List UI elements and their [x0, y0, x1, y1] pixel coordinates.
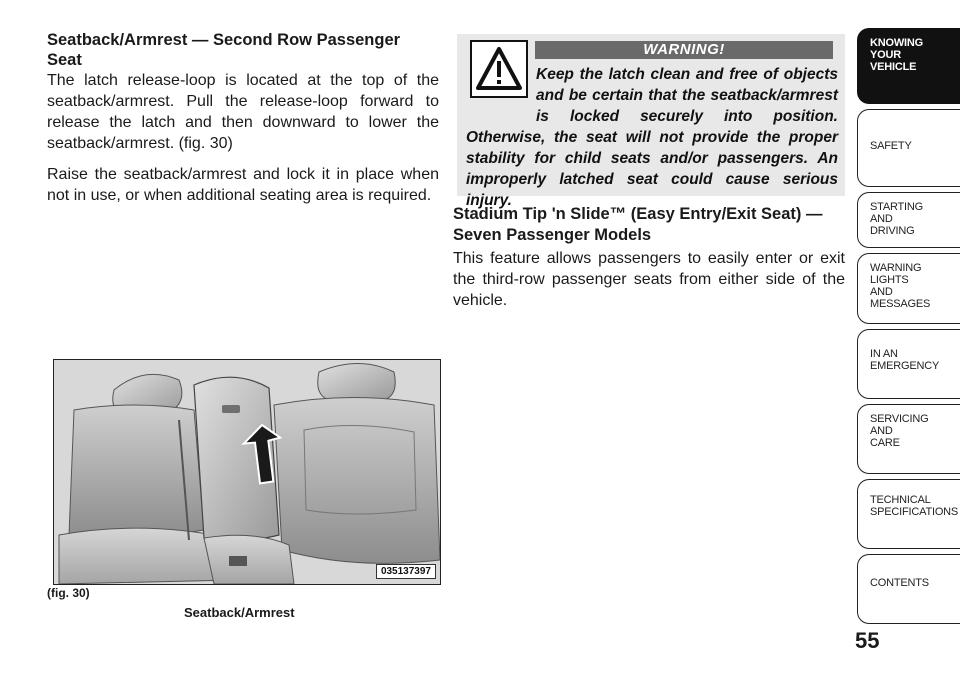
tab-label: KNOWING YOUR VEHICLE — [870, 37, 923, 73]
page-number: 55 — [855, 628, 880, 653]
warning-text-block — [466, 64, 838, 211]
warning-text: Keep the latch clean and free of objects and be certain that the seatback/armrest is locked securely into position. Otherwise, the seat will not provide the proper stability for child seats and/or passengers. An improperly latched seat could cause serious injury. — [466, 66, 838, 209]
figure-caption: Seatback/Armrest — [184, 605, 295, 620]
section-title-stadium: Stadium Tip 'n Slide™ (Easy Entry/Exit Seat) — Seven Passenger Models — [453, 205, 823, 244]
right-column — [453, 204, 845, 321]
tab-contents[interactable] — [857, 554, 960, 624]
tab-technical-specifications[interactable] — [857, 479, 960, 549]
warning-box — [457, 34, 845, 209]
tab-label: SAFETY — [870, 140, 912, 152]
armrest-paragraph-1: The latch release-loop is located at the top of the seatback/armrest. Pull the release-loop forward to release the latch and then downward to lower the seatback/armrest. (fig. 30) — [47, 72, 439, 152]
tab-label: SERVICING AND CARE — [870, 413, 929, 449]
tab-label: CONTENTS — [870, 577, 929, 589]
tab-servicing-and-care[interactable] — [857, 404, 960, 474]
left-column — [47, 30, 439, 216]
seat-illustration — [53, 359, 441, 585]
tab-in-an-emergency[interactable] — [857, 329, 960, 399]
armrest-paragraph-2: Raise the seatback/armrest and lock it in place when not in use, or when additional seating area is required. — [47, 166, 439, 204]
tab-label: WARNING LIGHTS AND MESSAGES — [870, 262, 931, 310]
tab-warning-lights[interactable] — [857, 253, 960, 324]
tab-safety[interactable] — [857, 109, 960, 187]
stadium-paragraph-1: This feature allows passengers to easily enter or exit the third-row passenger seats from either side of the vehicle. — [453, 250, 845, 309]
chapter-tabs — [857, 28, 960, 629]
tab-knowing-your-vehicle[interactable] — [857, 28, 960, 104]
tab-label: TECHNICAL SPECIFICATIONS — [870, 494, 959, 518]
figure-reference: (fig. 30) — [47, 586, 90, 600]
tab-starting-and-driving[interactable] — [857, 192, 960, 248]
warning-banner: WARNING! — [535, 41, 833, 59]
figure-code: 035137397 — [376, 564, 436, 579]
tab-label: IN AN EMERGENCY — [870, 348, 940, 372]
tab-label: STARTING AND DRIVING — [870, 201, 923, 237]
seat-illustration-drawing — [54, 360, 440, 584]
section-title-armrest: Seatback/Armrest — Second Row Passenger Seat — [47, 31, 401, 69]
